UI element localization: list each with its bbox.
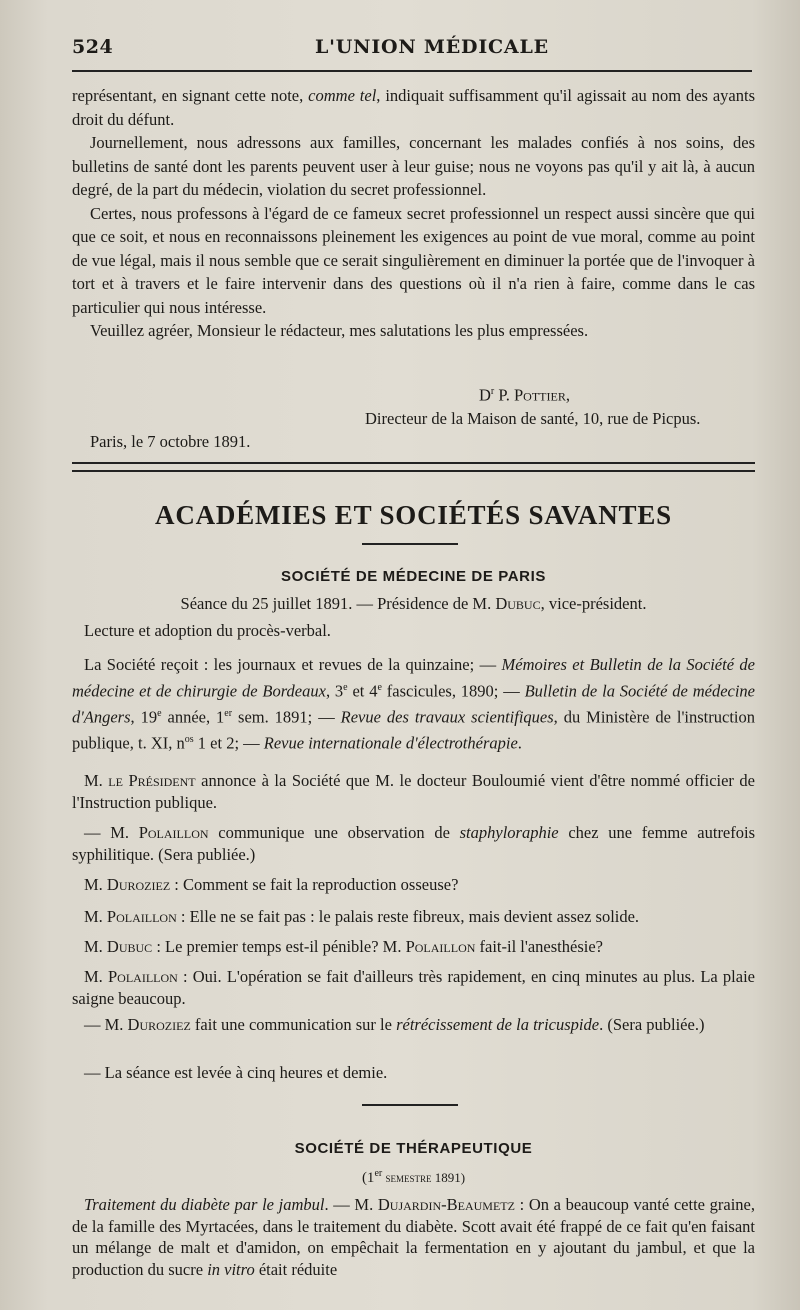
page-header <box>72 36 752 66</box>
header-rule <box>72 70 752 72</box>
therapeutique-paragraph: Traitement du diabète par le jambul. — M. Dujardin-Beaumetz : On a beaucoup vanté cette graine, de la famille des Myrtacées, dans le traitement du diabète. Scott avait été frappé de ce fait qu'en faisant un mélange de malt et d'amidon, on empêchait la fermentation en y ajoutant du jambul, et que la production du sucre in vitro était réduite <box>72 1195 756 1279</box>
letter-paragraph: Certes, nous professons à l'égard de ce fameux secret professionnel un respect aussi sincère que qui que ce soit, et nous en reconnaissons pleinement les exigences au point de vue moral, comme au point de vue légal, mais il nous semble que ce serait singulièrement en diminuer la portée que de l'invoquer à tort et à travers et le faire intervenir dans des questions où il n'a rien à faire, comme dans le cas particulier qui nous intéresse. <box>72 203 755 317</box>
society-title: SOCIÉTÉ DE MÉDECINE DE PARIS <box>281 568 546 585</box>
section-divider <box>72 462 755 472</box>
president-paragraph: M. le Président annonce à la Société que M. le docteur Bouloumié vient d'être nommé officier de l'Instruction publique. <box>72 771 755 812</box>
duroziez-communication: — M. Duroziez fait une communication sur le rétrécissement de la tricuspide. (Sera publiée.) <box>84 1015 705 1034</box>
letter-paragraph: Journellement, nous adressons aux familles, concernant les malades confiés à nos soins, des bulletins de santé dont les parents peuvent user à leur guise; nous ne voyons pas qu'il y ait là, à aucun degré, de la part du médecin, violation du secret professionnel. <box>72 133 755 199</box>
letter-signature <box>72 380 755 453</box>
signature-title: Directeur de la Maison de santé, 10, rue de Picpus. <box>365 408 701 428</box>
semester-sup: er <box>374 1168 383 1179</box>
semester-rest: semestre 1891) <box>382 1170 466 1185</box>
letter-paragraph: représentant, en signant cette note, comme tel, indiquait suffisamment qu'il agissait au nom des ayants droit du défunt. <box>72 86 755 129</box>
polaillon-answer: M. Polaillon : Elle ne se fait pas : le palais reste fibreux, mais devient assez solide. <box>84 907 640 926</box>
polaillon-paragraph: — M. Polaillon communique une observation de staphyloraphie chez une femme autrefois syphilitique. (Sera publiée.) <box>72 823 756 864</box>
seance-closing <box>72 1062 755 1084</box>
polaillon-answer-2: M. Polaillon : Oui. L'opération se fait d'ailleurs très rapidement, en cinq minutes au plus. La plaie saigne beaucoup. <box>72 967 755 1008</box>
title-rule <box>362 543 458 545</box>
signature-name: $D^r$ P. Pottier, <box>479 385 570 405</box>
minutes-text: Lecture et adoption du procès-verbal. <box>84 621 331 640</box>
section-title: ACADÉMIES ET SOCIÉTÉS SAVANTES <box>155 500 672 530</box>
letter-closing: Veuillez agréer, Monsieur le rédacteur, mes salutations les plus empressées. <box>90 321 589 340</box>
duroziez-question: M. Duroziez : Comment se fait la reproduction osseuse? <box>84 875 459 894</box>
society-title-therapeutique: SOCIÉTÉ DE THÉRAPEUTIQUE <box>294 1140 533 1157</box>
running-title: L'UNION MÉDICALE <box>315 36 549 58</box>
closing-text: — La séance est levée à cinq heures et demie. <box>84 1063 388 1082</box>
signature-place: Paris, le 7 octobre 1891. <box>90 431 251 451</box>
dubuc-question: M. Dubuc : Le premier temps est-il pénible? M. Polaillon fait-il l'anesthésie? <box>84 937 603 956</box>
seance-line: Séance du 25 juillet 1891. — Présidence de M. Dubuc, vice-président. <box>180 594 647 613</box>
semester-open: (1 <box>361 1170 375 1186</box>
semester-line <box>72 1168 755 1187</box>
page-number: 524 <box>72 36 114 58</box>
minutes-line <box>72 620 755 642</box>
letter-body <box>72 84 755 343</box>
subsection-rule <box>362 1104 458 1106</box>
correspondence-paragraph: La Société reçoit : les journaux et revues de la quinzaine; — Mémoires et Bulletin de la Société de médecine et de chirurgie de Bordeaux, 3e et 4e fascicules, 1890; — Bulletin de la Société de médecine d'Angers, 19e année, 1er sem. 1891; — Revue des travaux scientifiques, du Ministère de l'instruction publique, t. XI, $n^{os}$ 1 et 2; — Revue internationale d'électrothérapie. <box>72 655 755 752</box>
